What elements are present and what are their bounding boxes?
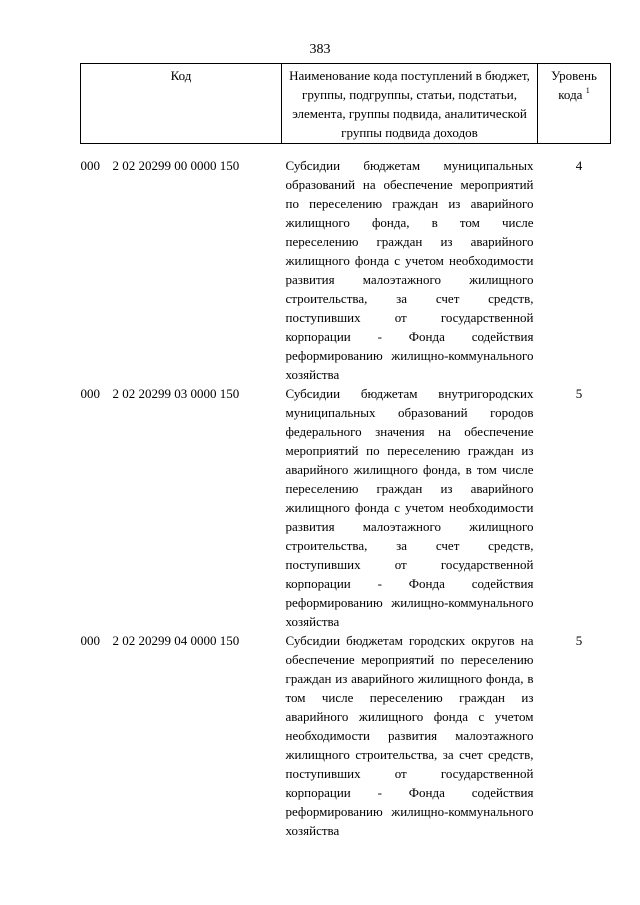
table-header-row: [81, 64, 611, 144]
revenue-code: 2 02 20299 00 0000 150: [112, 158, 240, 173]
code-cell: [81, 631, 282, 840]
level-column-header: [538, 64, 611, 144]
name-cell: Субсидии бюджетам внутригородских муниципальных образований городов федерального значения на обеспечение мероприятий по переселению граждан из аварийного жилищного фонда, в том числе переселению граждан из аварийного жилищного фонда с учетом необходимости развития малоэтажного жилищного строительства, за счет средств, поступивших от государственной корпорации - Фонда содействия реформированию жилищно-коммунального хозяйства: [285, 386, 534, 629]
name-column-header: Наименование кода поступлений в бюджет, группы, подгруппы, статьи, подстатьи, элемента, группы подвида, аналитической группы подвида доходов: [282, 64, 538, 144]
admin-code: 000: [80, 633, 100, 648]
level-cell: 4: [575, 158, 583, 173]
revenue-code: 2 02 20299 03 0000 150: [112, 386, 240, 401]
level-cell: 5: [575, 633, 583, 648]
revenue-code: 2 02 20299 04 0000 150: [112, 633, 240, 648]
level-cell: 5: [575, 386, 583, 401]
name-cell: Субсидии бюджетам городских округов на обеспечение мероприятий по переселению граждан из аварийного жилищного фонда, в том числе переселению граждан из аварийного жилищного фонда с учетом необходимости развития малоэтажного жилищного строительства, за счет средств, поступивших от государственной корпорации - Фонда содействия реформированию жилищно-коммунального хозяйства: [285, 633, 534, 838]
name-cell: Субсидии бюджетам муниципальных образований на обеспечение мероприятий по переселению граждан из аварийного жилищного фонда, в том числе переселению граждан из аварийного жилищного фонда с учетом необходимости развития малоэтажного жилищного строительства, за счет средств, поступивших от государственной корпорации - Фонда содействия реформированию жилищно-коммунального хозяйства: [285, 158, 534, 382]
footnote-marker: 1: [585, 86, 590, 95]
code-column-header: Код: [81, 64, 282, 144]
level-header-label: Уровень кода: [551, 68, 597, 102]
admin-code: 000: [80, 158, 100, 173]
code-cell: [81, 156, 282, 384]
table-row: [81, 384, 611, 631]
revenue-code-table: [80, 63, 611, 840]
page-number: 383: [309, 42, 331, 57]
table-row: [81, 631, 611, 840]
table-row: [81, 156, 611, 384]
admin-code: 000: [80, 386, 100, 401]
code-cell: [81, 384, 282, 631]
